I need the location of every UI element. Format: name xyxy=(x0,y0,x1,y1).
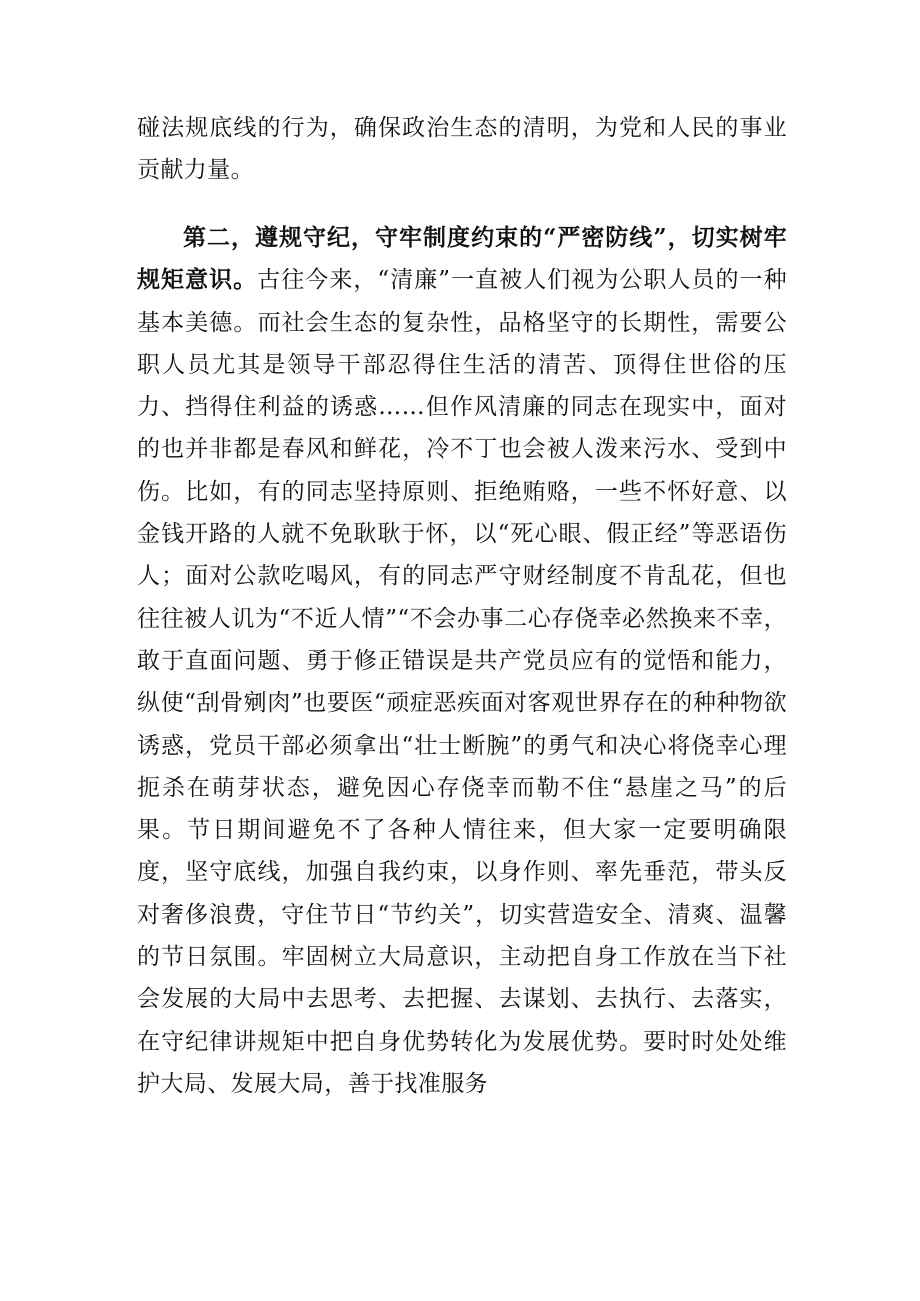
paragraph-second-point xyxy=(137,217,787,1105)
paragraph-heading: 第二，遵规守纪，守牢制度约束的“严密防线”，切实树牢规矩意识。 xyxy=(137,224,787,294)
paragraph-continuation: 碰法规底线的行为，确保政治生态的清明，为党和人民的事业贡献力量。 xyxy=(137,115,787,184)
paragraph-body: 古往今来，“清廉”一直被人们视为公职人员的一种基本美德。而社会生态的复杂性，品格坚守的长期性，需要公职人员尤其是领导干部忍得住生活的清苦、顶得住世俗的压力、挡得住利益的诱惑……但作风清廉的同志在现实中，面对的也并非都是春风和鲜花，冷不丁也会被人泼来污水、受到中伤。比如，有的同志坚持原则、拒绝贿赂，一些不怀好意、以金钱开路的人就不免耿耿于怀，以“死心眼、假正经”等恶语伤人；面对公款吃喝风，有的同志严守财经制度不肯乱花，但也往往被人讥为“不近人情”“不会办事二心存侥幸必然换来不幸，敢于直面问题、勇于修正错误是共产党员应有的觉悟和能力，纵使“刮骨剜肉”也要医“顽症恶疾面对客观世界存在的种种物欲诱惑，党员干部必须拿出“壮士断腕”的勇气和决心将侥幸心理扼杀在萌芽状态，避免因心存侥幸而勒不住“悬崖之马”的后果。节日期间避免不了各种人情往来，但大家一定要明确限度，坚守底线，加强自我约束，以身作则、率先垂范，带头反对奢侈浪费，守住节日“节约关”，切实营造安全、清爽、温馨的节日氛围。牢固树立大局意识，主动把自身工作放在当下社会发展的大局中去思考、去把握、去谋划、去执行、去落实，在守纪律讲规矩中把自身优势转化为发展优势。要时时处处维护大局、发展大局，善于找准服务 xyxy=(137,267,788,1097)
